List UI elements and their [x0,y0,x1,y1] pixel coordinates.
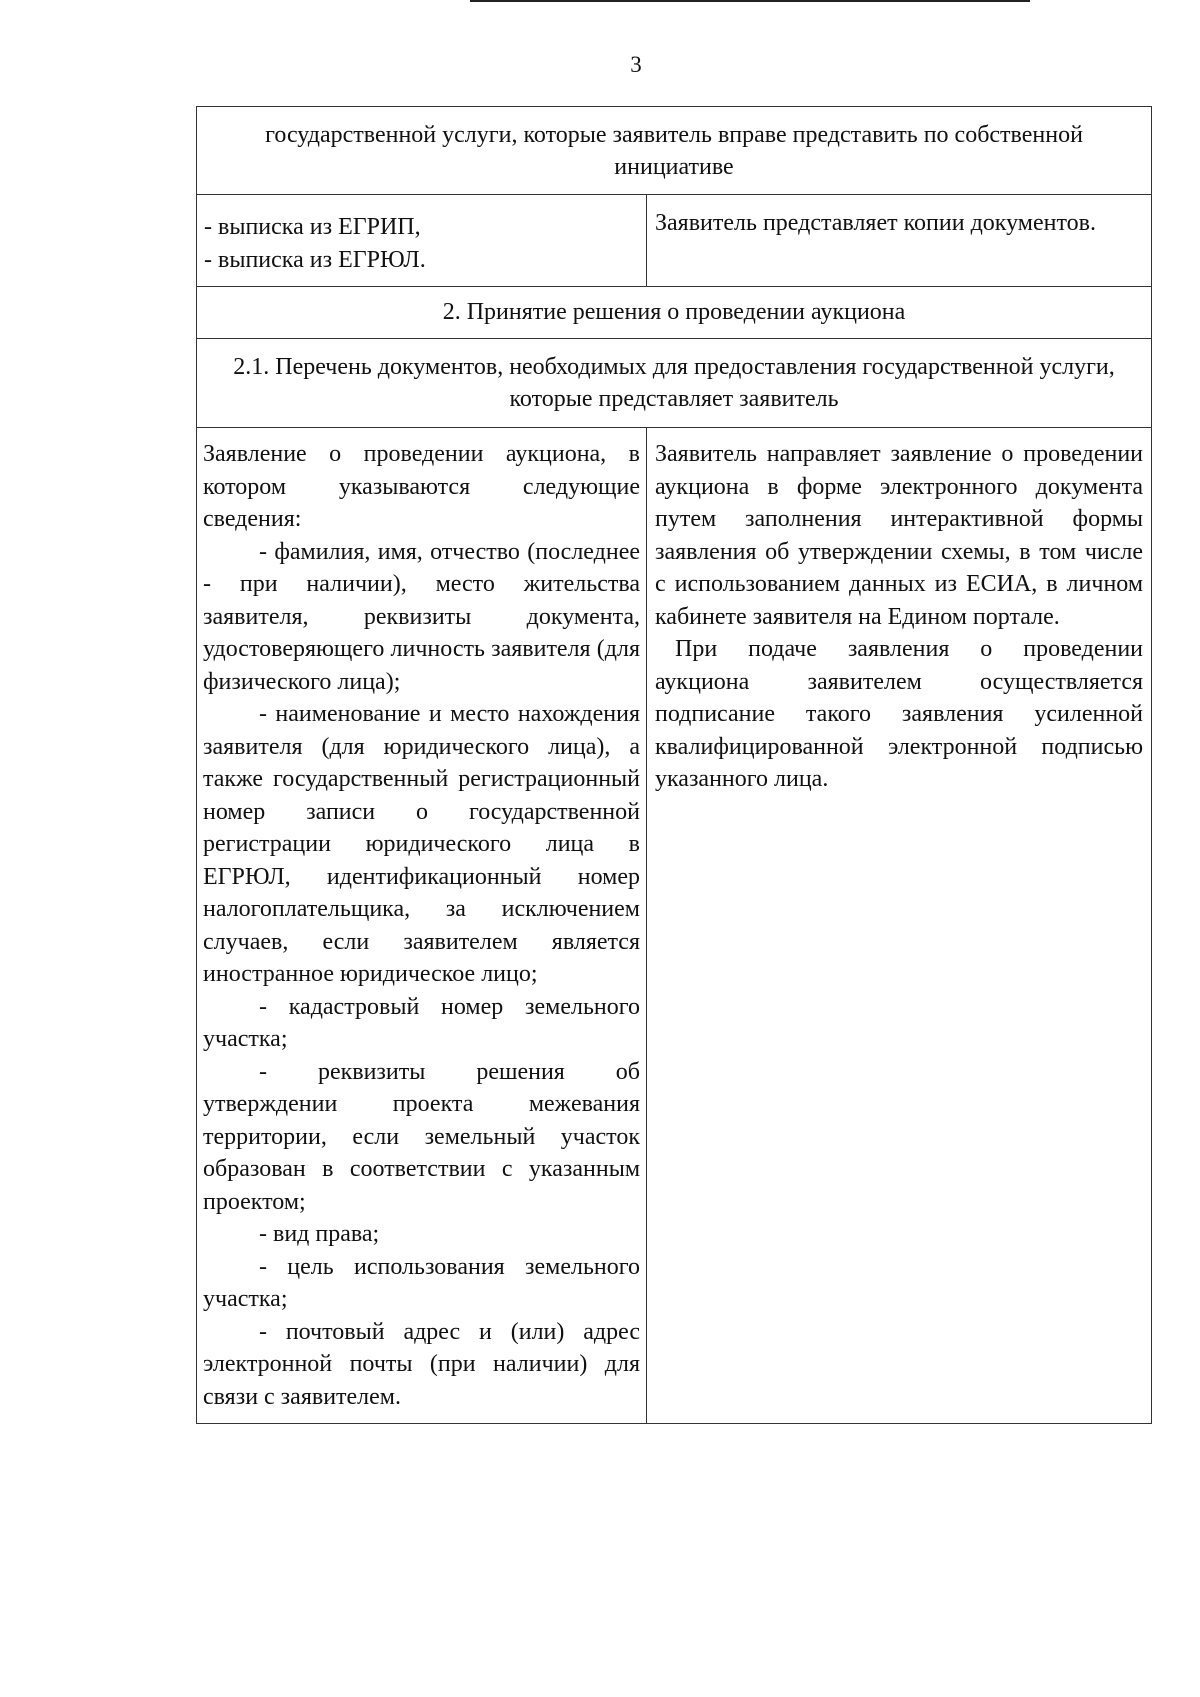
services-documents-table [196,106,1152,1424]
requirement-item: - почтовый адрес и (или) адрес электронной почты (при наличии) для связи с заявителем. [203,1318,640,1410]
table-row [197,195,1152,287]
requirement-item: - вид права; [259,1221,380,1247]
optional-documents-list [197,195,647,287]
submission-paragraph: Заявитель направляет заявление о проведении аукциона в форме электронного документа путем заполнения интерактивной формы заявления об утверждении схемы, в том числе с использованием данных из ЕСИА, в личном кабинете заявителя на Едином портале. [655,441,1144,630]
requirement-item: - цель использования земельного участка; [203,1253,640,1312]
table-row [197,428,1152,1424]
table-row [197,339,1152,428]
application-contents-cell [197,428,647,1424]
note-text: Заявитель представляет копии документов. [655,210,1096,236]
list-item: - выписка из ЕГРЮЛ. [204,246,426,273]
table-header-continued: государственной услуги, которые заявитель вправе представить по собственной инициативе [197,107,1152,195]
requirement-item: - кадастровый номер земельного участка; [203,993,640,1052]
table-row [197,107,1152,195]
page-number: 3 [630,52,642,77]
section-2-1-title: 2.1. Перечень документов, необходимых для предоставления государственной услуги, которые представляет заявитель [197,339,1152,428]
requirement-item: - фамилия, имя, отчество (последнее - при наличии), место жительства заявителя, реквизиты документа, удостоверяющего личность заявителя (для физического лица); [203,538,640,695]
optional-documents-note [647,195,1152,287]
requirement-item: - реквизиты решения об утверждении проекта межевания территории, если земельный участок образован в соответствии с указанным проектом; [203,1058,640,1215]
table-row [197,287,1152,339]
application-intro: Заявление о проведении аукциона, в котором указываются следующие сведения: [203,441,640,532]
signature-paragraph: При подаче заявления о проведении аукциона заявителем осуществляется подписание такого заявления усиленной квалифицированной электронной подписью указанного лица. [655,636,1144,792]
list-item: - выписка из ЕГРИП, [204,214,421,240]
submission-procedure-cell [647,428,1152,1424]
top-scan-edge [470,0,1030,2]
requirement-item: - наименование и место нахождения заявителя (для юридического лица), а также государственный регистрационный номер записи о государственной регистрации юридического лица в ЕГРЮЛ, идентификационный номер налогоплательщика, за исключением случаев, если заявителем является иностранное юридическое лицо; [203,701,640,987]
section-2-title: 2. Принятие решения о проведении аукциона [197,287,1152,339]
